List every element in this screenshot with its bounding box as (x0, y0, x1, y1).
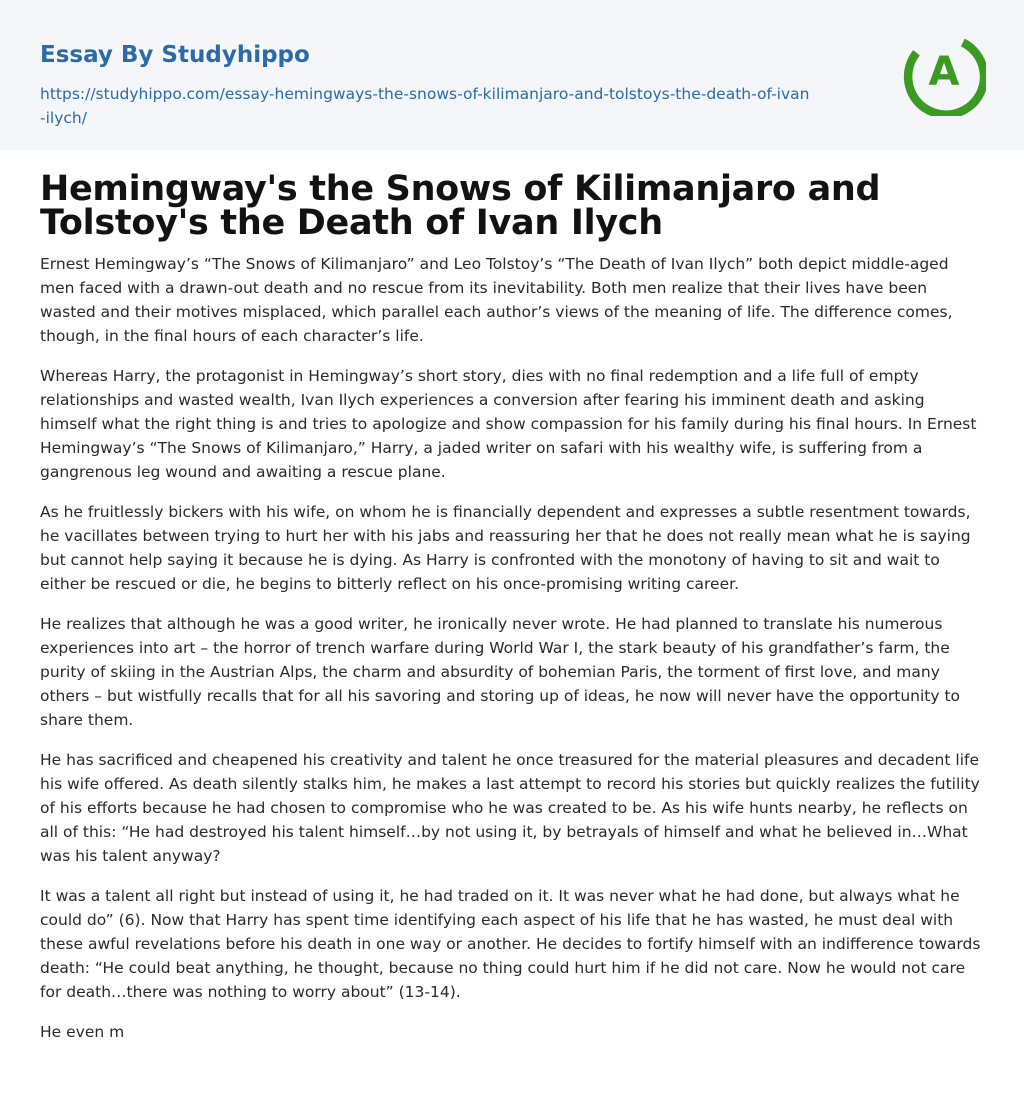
site-header (0, 0, 1024, 150)
essay-paragraph: Ernest Hemingway’s “The Snows of Kilimanjaro” and Leo Tolstoy’s “The Death of Ivan Ilych” both depict middle-aged men faced with a drawn-out death and no rescue from its inevitability. Both men realize that their lives have been wasted and their motives misplaced, which parallel each author’s views of the meaning of life. The difference comes, though, in the final hours of each character’s life. (40, 255, 953, 345)
studyhippo-logo-icon[interactable] (898, 28, 986, 116)
essay-paragraph: It was a talent all right but instead of using it, he had traded on it. It was never what he had done, but always what he could do” (6). Now that Harry has spent time identifying each aspect of his life that he has wasted, he must deal with these awful revelations before his death in one way or another. He decides to fortify himself with an indifference towards death: “He could beat anything, he thought, because no thing could hurt him if he did not care. Now he would not care for death…there was nothing to worry about” (13-14). (40, 887, 981, 1001)
essay-url-link[interactable]: https://studyhippo.com/essay-hemingways-the-snows-of-kilimanjaro-and-tolstoys-the-death-of-ivan-ilych/ (40, 85, 810, 127)
essay-title: Hemingway's the Snows of Kilimanjaro and Tolstoy's the Death of Ivan Ilych (40, 169, 881, 243)
site-brand[interactable]: Essay By Studyhippo (40, 42, 310, 68)
essay-paragraph: He has sacrificed and cheapened his creativity and talent he once treasured for the material pleasures and decadent life his wife offered. As death silently stalks him, he makes a last attempt to record his stories but quickly realizes the futility of his efforts because he had chosen to compromise who he was created to be. As his wife hunts nearby, he reflects on all of this: “He had destroyed his talent himself…by not using it, by betrayals of himself and what he believed in…What was his talent anyway? (40, 751, 980, 865)
essay-paragraph: He realizes that although he was a good writer, he ironically never wrote. He had planned to translate his numerous experiences into art – the horror of trench warfare during World War I, the stark beauty of his grandfather’s farm, the purity of skiing in the Austrian Alps, the charm and absurdity of bohemian Paris, the torment of first love, and many others – but wistfully recalls that for all his savoring and storing up of ideas, he now will never have the opportunity to share them. (40, 615, 961, 729)
essay-paragraph: Whereas Harry, the protagonist in Hemingway’s short story, dies with no final redemption and a life full of empty relationships and wasted wealth, Ivan Ilych experiences a conversion after fearing his imminent death and asking himself what the right thing is and tries to apologize and show compassion for his family during his final hours. In Ernest Hemingway’s “The Snows of Kilimanjaro,” Harry, a jaded writer on safari with his wealthy wife, is suffering from a gangrenous leg wound and awaiting a rescue plane. (40, 367, 977, 481)
logo-letter: A (928, 49, 960, 95)
essay-paragraph: As he fruitlessly bickers with his wife, on whom he is financially dependent and expresses a subtle resentment towards, he vacillates between trying to hurt her with his jabs and reassuring her that he does not really mean what he is saying but cannot help saying it because he is dying. As Harry is confronted with the monotony of having to sit and wait to either be rescued or die, he begins to bitterly reflect on his once-promising writing career. (40, 503, 971, 593)
essay-paragraph-truncated: He even m (40, 1023, 125, 1041)
essay-content (0, 150, 1024, 1044)
